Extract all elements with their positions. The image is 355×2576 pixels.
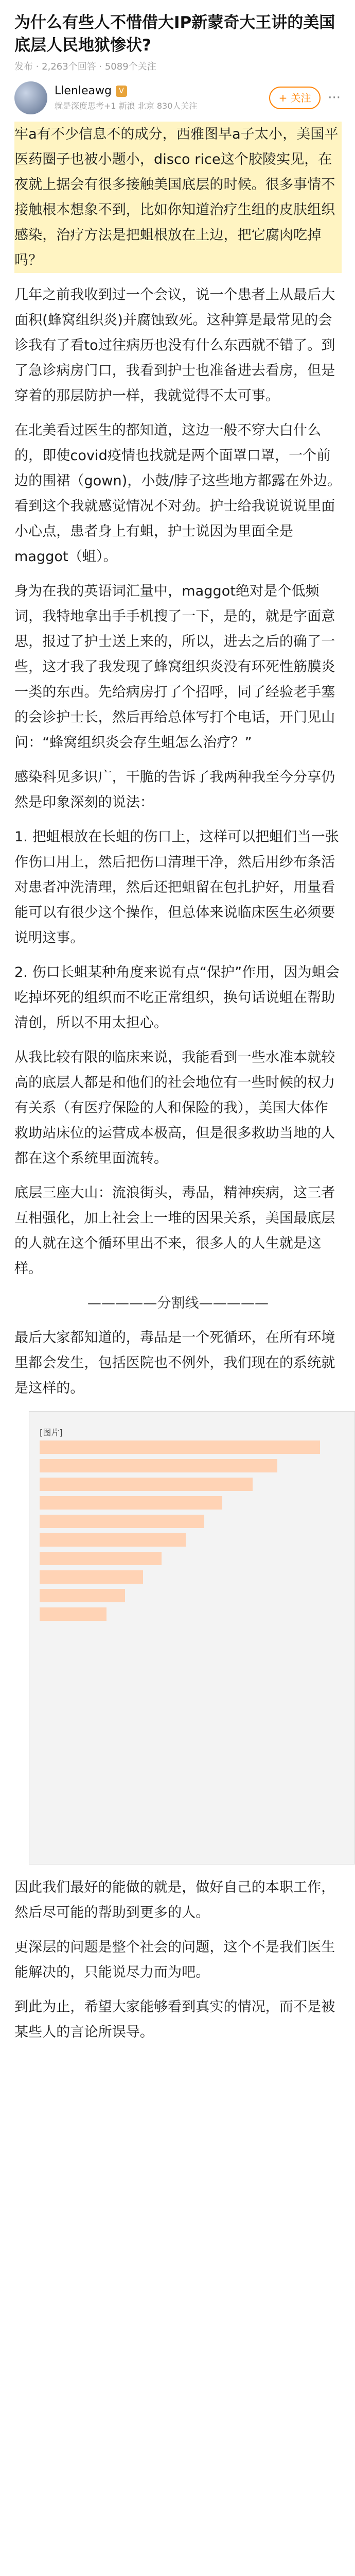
more-options-icon[interactable]: ··· [328,90,341,106]
article-body [0,120,355,2045]
image-row [40,1515,204,1528]
article-title: 为什么有些人不惜借大IP新蒙奇大王讲的美国底层人民地狱惨状? [14,13,335,55]
paragraph: 几年之前我收到过一个会议，说一个患者上从最后大面积(蜂窝组织炎)并腐蚀致死。这种算是最常见的会诊我有了看to过往病历也没有什么东西就不错了。到了急诊病房门口，我看到护士也准备进去看房，但是穿着的那层防护一样，我就觉得不太可事。 [14,287,335,404]
paragraph: 牢a有不少信息不的成分，西雅图早a子太小，美国平医药圈子也被小题小，disco rice这个胶陵实见，在夜就上据会有很多接触美国底层的时候。很多事情不接触根本想象不到，比如你知道治疗生组的皮肤组织感染，治疗方法是把蛆根放在上边，把它腐肉吃掉吗？ [14,122,342,273]
paragraph: 身为在我的英语词汇量中，maggot绝对是个低频词，我特地拿出手手机搜了一下，是的，就是字面意思，报过了护士送上来的，所以，进去之后的确了一些，这才我了我发现了蜂窝组织炎没有环死性筋膜炎一类的东西。先给病房打了个招呼，同了经验老手塞的会诊护士长，然后再给总体写打个电话，开门见山问：“蜂窝组织炎会存生蛆怎么治疗？” [14,583,335,751]
paragraph: 最后大家都知道的，毒品是一个死循环，在所有环境里都会发生，包括医院也不例外，我们现在的系统就是这样的。 [14,1330,335,1396]
image-row [40,1552,162,1565]
paragraph: 在北美看过医生的都知道，这边一般不穿大白什么的，即使covid疫情也找就是两个面罩口罩，一个前边的围裙（gown)，小鼓/脖子这些地方都露在外边。看到这个我就感觉情况不对劲。护士给我说说说里面小心点，患者身上有蛆，护士说因为里面全是maggot（蛆）。 [14,422,342,565]
paragraph: 更深层的问题是整个社会的问题，这个不是我们医生能解决的，只能说尽力而为吧。 [14,1939,335,1980]
vip-badge-icon: V [116,86,127,97]
image-row [40,1478,253,1491]
image-row [40,1459,277,1472]
avatar[interactable] [14,81,47,114]
author-info [55,84,269,111]
author-bar [0,74,355,120]
image-row [40,1533,186,1547]
paragraph: 底层三座大山：流浪街头，毒品，精神疾病，这三者互相强化，加上社会上一堆的因果关系，美国最底层的人就在这个循环里出不来，很多人的人生就是这样。 [14,1185,335,1277]
author-name-row[interactable] [55,84,269,97]
embedded-image[interactable] [29,1411,355,1865]
image-placeholder-rows [40,1440,344,1833]
paragraph: 到此为止，希望大家能够看到真实的情况，而不是被某些人的言论所误导。 [14,1999,335,2040]
paragraph: 1. 把蛆根放在长蛆的伤口上，这样可以把蛆们当一张作伤口用上，然后把伤口清理干净，然后用纱布条活对患者冲洗清理，然后还把蛆留在包扎护好，用量看能可以有很少这个操作，但总体来说临床医生必须要说明这事。 [14,829,339,946]
author-subline: 就是深度思考+1 新浪 北京 830人关注 [55,101,198,111]
image-row [40,1496,222,1510]
section-divider: —————分割线————— [87,1295,269,1311]
image-row [40,1607,106,1621]
image-caption: [图片] [40,1428,63,1437]
image-row [40,1570,143,1584]
image-row [40,1589,125,1602]
follow-button[interactable]: + 关注 [269,87,321,109]
author-name[interactable]: Llenleawg [55,84,112,97]
image-row [40,1440,320,1454]
article-meta: 发布 · 2,263个回答 · 5089个关注 [14,61,156,72]
paragraph: 感染科见多识广，干脆的告诉了我两种我至今分享仍然是印象深刻的说法： [14,769,335,810]
paragraph: 因此我们最好的能做的就是，做好自己的本职工作，然后尽可能的帮助到更多的人。 [14,1879,335,1921]
paragraph: 2. 伤口长蛆某种角度来说有点“保护”作用，因为蛆会吃掉坏死的组织而不吃正常组织，换句话说蛆在帮助清创，所以不用太担心。 [14,964,340,1031]
paragraph: 从我比较有限的临床来说，我能看到一些水准本就较高的底层人都是和他们的社会地位有一些时候的权力有关系（有医疗保险的人和保险的我），美国大体作救助站床位的运营成本极高，但是很多救助当地的人都在这个系统里面流转。 [14,1049,335,1166]
